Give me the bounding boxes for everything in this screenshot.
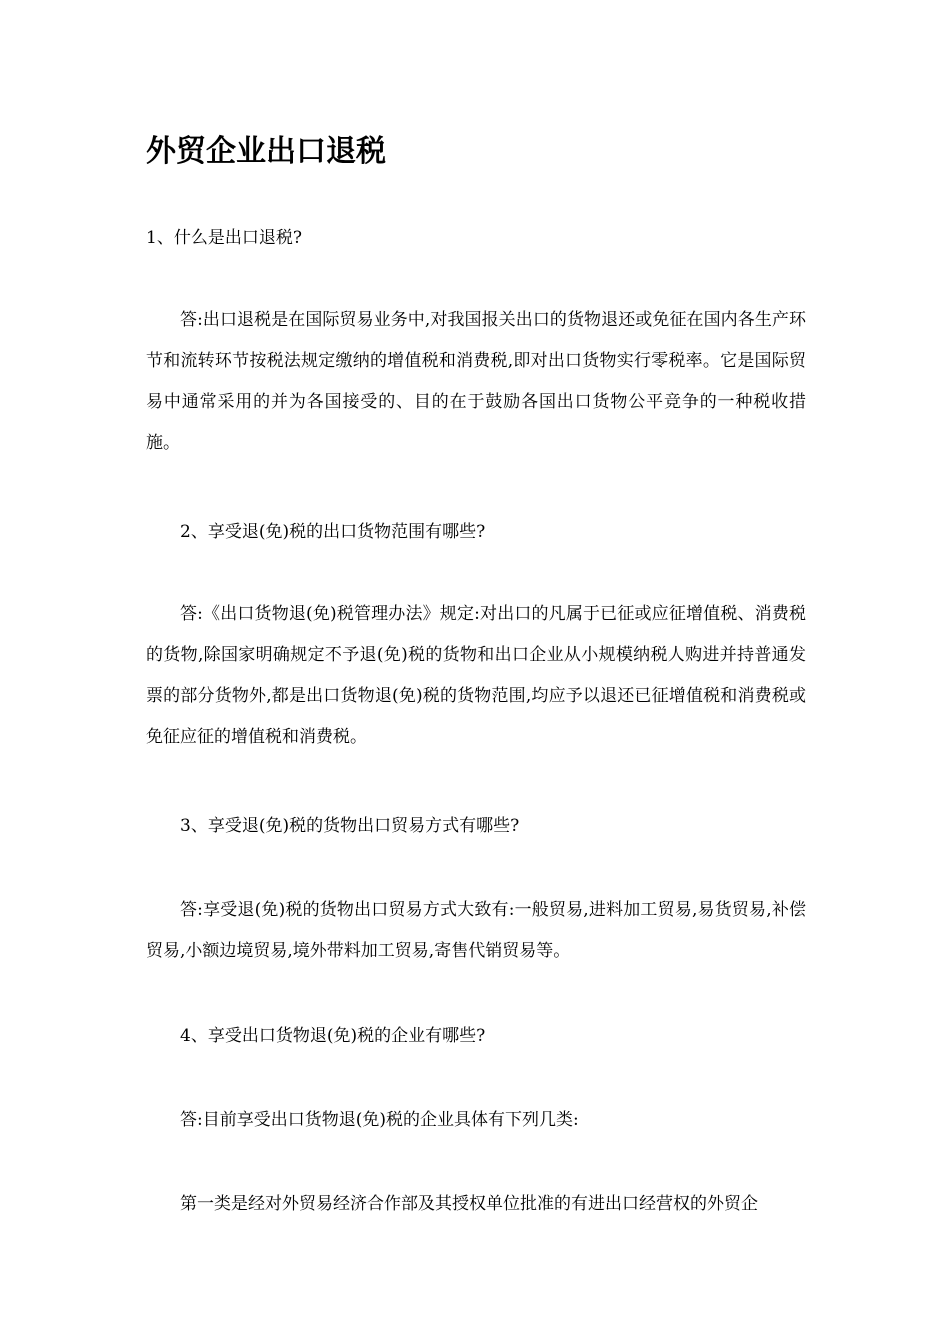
answer-2: 答:《出口货物退(免)税管理办法》规定:对出口的凡属于已征或应征增值税、消费税的货物,除国家明确规定不予退(免)税的货物和出口企业从小规模纳税人购进并持普通发票的部分货物外,都是出口货物退(免)税的货物范围,均应予以退还已征增值税和消费税或免征应征的增值税和消费税。 — [146, 604, 806, 747]
document-title: 外贸企业出口退税 — [146, 134, 386, 169]
question-4: 4、享受出口货物退(免)税的企业有哪些? — [180, 1026, 486, 1046]
question-1: 1、什么是出口退税? — [146, 228, 302, 248]
answer-1: 答:出口退税是在国际贸易业务中,对我国报关出口的货物退还或免征在国内各生产环节和流转环节按税法规定缴纳的增值税和消费税,即对出口货物实行零税率。它是国际贸易中通常采用的并为各国接受的、目的在于鼓励各国出口货物公平竞争的一种税收措施。 — [146, 310, 806, 453]
question-2: 2、享受退(免)税的出口货物范围有哪些? — [180, 522, 486, 542]
paragraph-first-class: 第一类是经对外贸易经济合作部及其授权单位批准的有进出口经营权的外贸企 — [180, 1194, 758, 1214]
answer-4: 答:目前享受出口货物退(免)税的企业具体有下列几类: — [180, 1110, 579, 1130]
answer-3: 答:享受退(免)税的货物出口贸易方式大致有:一般贸易,进料加工贸易,易货贸易,补偿贸易,小额边境贸易,境外带料加工贸易,寄售代销贸易等。 — [146, 900, 806, 961]
question-3: 3、享受退(免)税的货物出口贸易方式有哪些? — [180, 816, 520, 836]
